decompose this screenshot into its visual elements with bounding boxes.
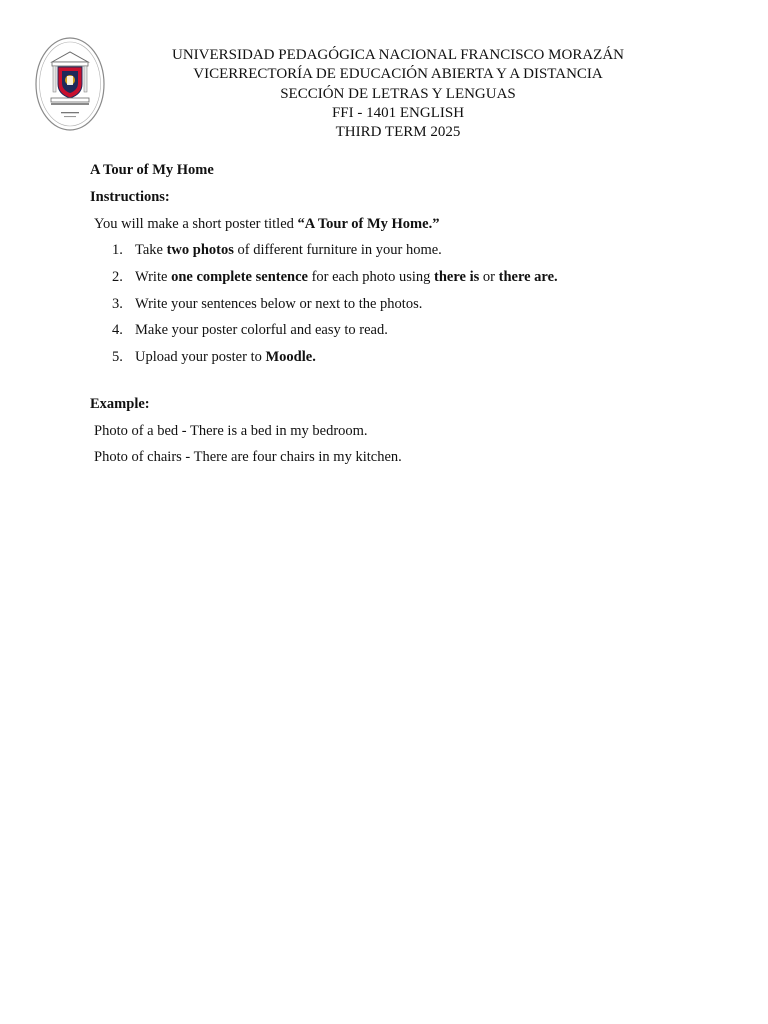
step-text: of different furniture in your home. <box>233 242 442 258</box>
step-bold: two photos <box>166 242 234 258</box>
header-course: FFI - 1401 ENGLISH <box>331 104 465 121</box>
list-number: 5. <box>112 349 123 366</box>
step-bold: Moodle. <box>265 349 316 366</box>
step-bold: one complete sentence <box>171 268 308 285</box>
example-label: Example: <box>90 395 150 412</box>
example-line: Photo of chairs - There are four chairs in my kitchen. <box>94 449 402 466</box>
intro-prefix: You will make a short poster titled <box>94 216 298 232</box>
assignment-title: A Tour of My Home <box>90 162 214 178</box>
example-line: Photo of a bed - There is a bed in my bedroom. <box>94 422 368 439</box>
list-number: 2. <box>112 268 123 285</box>
step-text: Make your poster colorful and easy to read. <box>135 322 388 339</box>
header-university: UNIVERSIDAD PEDAGÓGICA NACIONAL FRANCISCO MORAZÁN <box>172 47 624 63</box>
university-seal-icon <box>34 36 106 132</box>
list-item <box>90 294 710 321</box>
list-item <box>90 320 710 347</box>
document-body <box>90 160 710 474</box>
header-term: THIRD TERM 2025 <box>335 124 461 141</box>
list-item <box>90 347 710 374</box>
list-number: 4. <box>112 322 123 339</box>
header-vicerrectoria: VICERRECTORÍA DE EDUCACIÓN ABIERTA Y A DISTANCIA <box>193 66 603 83</box>
intro-text <box>90 214 710 240</box>
header-section: SECCIÓN DE LETRAS Y LENGUAS <box>280 85 516 102</box>
step-bold: there are. <box>498 268 558 285</box>
list-number: 1. <box>112 242 123 258</box>
instructions-label: Instructions: <box>90 189 170 205</box>
spacer <box>90 374 710 394</box>
document-header <box>120 46 676 142</box>
step-text: or <box>479 268 499 285</box>
step-text: Take <box>135 242 167 258</box>
step-text: for each photo using <box>307 268 435 285</box>
list-item <box>90 240 710 267</box>
list-number: 3. <box>112 295 123 312</box>
intro-poster-title: “A Tour of My Home.” <box>297 216 440 232</box>
step-text: Write your sentences below or next to the photos. <box>135 295 423 312</box>
list-item <box>90 267 710 294</box>
step-text: Write <box>135 268 172 285</box>
step-text: Upload your poster to <box>135 349 266 366</box>
step-bold: there is <box>434 268 480 285</box>
instruction-list <box>90 240 710 374</box>
